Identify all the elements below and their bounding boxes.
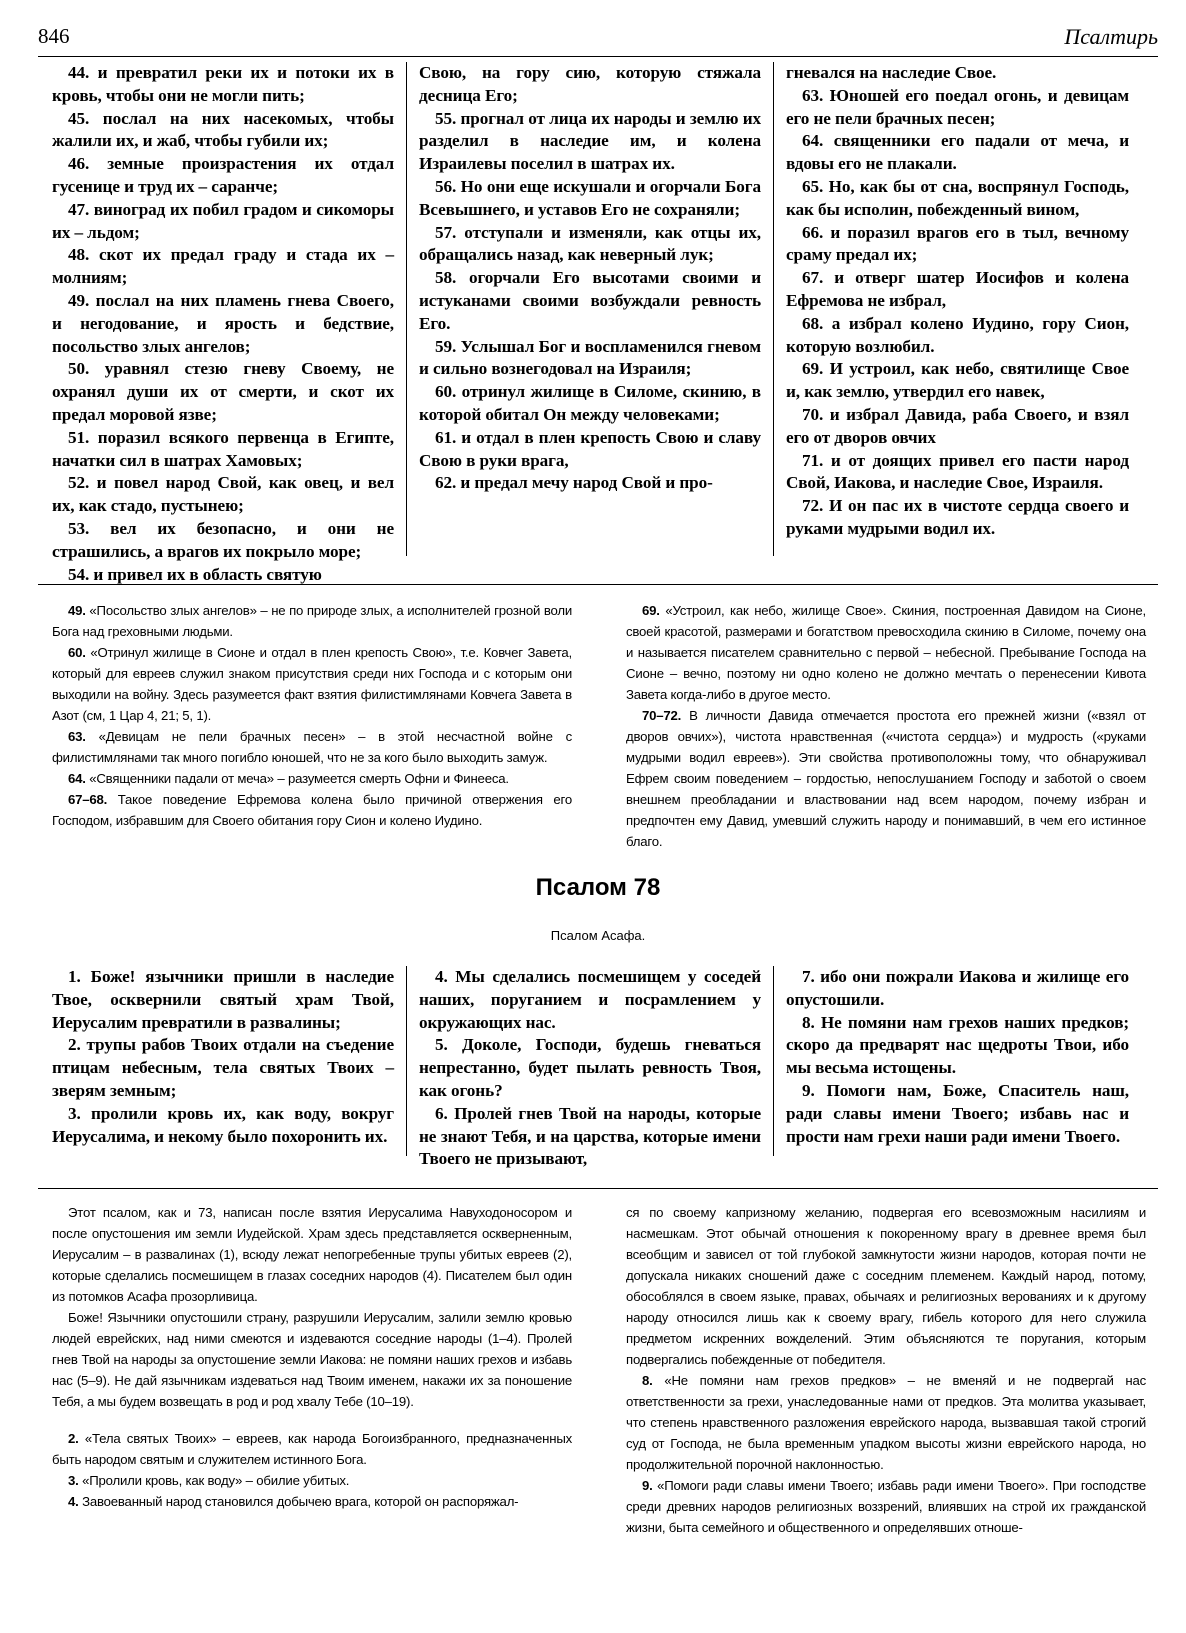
note-text: Этот псалом, как и 73, написан после взятия Иерусалима Навуходоносором и после опустошения им земли Иудейской. Храм здесь представляется оскверненным, Иерусалим – в развалинах (1), всюду лежат непогребенные трупы убитых евреев (2), которые сделались посмешищем в глазах соседних народов (4). Писателем был один из потомков Асафа прозорливица.: [52, 1205, 572, 1304]
note-number: 3.: [68, 1473, 79, 1488]
verse: 9. Помоги нам, Боже, Спаситель наш, ради славы имени Твоего; избавь нас и прости нам грехи наши ради имени Твоего.: [786, 1080, 1129, 1146]
commentary-1-column-1: [52, 600, 572, 852]
psalm-title: Псалом 78: [535, 874, 661, 901]
note-number: 8.: [642, 1373, 653, 1388]
note-text: Боже! Язычники опустошили страну, разрушили Иерусалим, залили землю кровью людей еврейских, над ними смеются и издеваются соседние народы (1–4). Пролей гнев Твой на народы за опустошение земли Иакова: не помяни наших грехов и избавь нас (5–9). Не дай язычникам издеваться над Твоим именем, накажи их за поношение Тебя, а мы будем возвещать в род и род хвалу Тебе (10–19).: [52, 1310, 572, 1409]
psalm-column-2: [419, 966, 761, 1171]
note-number: 64.: [68, 771, 86, 786]
note-number: 49.: [68, 603, 86, 618]
column-divider: [773, 966, 774, 1156]
column-divider: [773, 62, 774, 556]
paragraph-gap: [52, 1412, 572, 1428]
verse: 52. и повел народ Свой, как овец, и вел их, как стадо, пустынею;: [52, 473, 394, 516]
verse: 66. и поразил врагов его в тыл, вечному сраму предал их;: [786, 222, 1129, 265]
verse: 8. Не помяни нам грехов наших предков; скоро да предварят нас щедроты Твои, ибо мы весьма истощены.: [786, 1012, 1129, 1078]
verse: 58. огорчали Его высотами своими и истуканами своими возбуждали ревность Его.: [419, 268, 761, 333]
note-text: «Отринул жилище в Сионе и отдал в плен крепость Свою», т.е. Ковчег Завета, который для евреев служил знаком присутствия среди них Господа и с которым они выходили на войну. Здесь разумеется факт взятия филистимлянами Ковчега Завета в Азот (см, 1 Цар 4, 21; 5, 1).: [52, 645, 572, 723]
verse: 48. скот их предал граду и стада их – молниям;: [52, 245, 394, 288]
verse: 71. и от доящих привел его пасти народ Свой, Иакова, и наследие Свое, Израиля.: [786, 450, 1129, 493]
note-paragraph: [52, 1428, 572, 1470]
footnote-rule: [38, 1188, 1158, 1189]
note-paragraph: [52, 600, 572, 642]
note-number: 67–68.: [68, 792, 108, 807]
note-text: «Пролили кровь, как воду» – обилие убитых.: [78, 1473, 350, 1488]
verse: 1. Боже! язычники пришли в наследие Твое, осквернили святый храм Твой, Иерусалим превратили в развалины;: [52, 967, 394, 1032]
note-text: «Посольство злых ангелов» – не по природе злых, а исполнителей грозной воли Бога над греховными людьми.: [52, 603, 572, 639]
note-text: ся по своему капризному желанию, подвергая его всевозможным насилиям и насмешкам. Этот обычай отношения к покоренному врагу в древнее время был всеобщим и зависел от той глубокой замкнутости жизни народов, которая почти не допускала никаких сношений даже с соседним племенем. Каждый народ, потому, обособлялся в своем языке, правах, обычаях и религиозных верованиях и к другому народу относился лишь как к своему врагу, гибель которого для него служила предметом искренних вожделений. Этим объясняются те поругания, которым подвергались побежденные от победителя.: [626, 1205, 1146, 1367]
top-column-2: [419, 62, 761, 586]
verse: 44. и превратил реки их и потоки их в кровь, чтобы они не могли пить;: [52, 63, 394, 105]
verse: 6. Пролей гнев Твой на народы, которые не знают Тебя, и на царства, которые имени Твоего не призывают,: [419, 1103, 761, 1169]
verse: 50. уравнял стезю гневу Своему, не охранял души их от смерти, и скот их предал моровой язве;: [52, 359, 394, 424]
commentary-1: [52, 600, 1146, 852]
verse: Свою, на гору сию, которую стяжала десница Его;: [419, 63, 761, 105]
psalm-subtitle: Псалом Асафа.: [550, 928, 646, 943]
verse: 49. послал на них пламень гнева Своего, и негодование, и ярость и бедствие, посольство злых ангелов;: [52, 290, 394, 356]
note-paragraph: [626, 1370, 1146, 1475]
note-text: «Помоги ради славы имени Твоего; избавь ради имени Твоего». При господстве среди древних народов религиозных воззрений, влиявших на строй их гражданской жизни, быта семейного и общественного и определявших отноше-: [626, 1478, 1146, 1535]
commentary-2-column-2: [626, 1202, 1146, 1538]
note-paragraph: [626, 1475, 1146, 1538]
verse: 68. а избрал колено Иудино, гору Сион, которую возлюбил.: [786, 313, 1129, 356]
verse: 56. Но они еще искушали и огорчали Бога Всевышнего, и уставов Его не сохраняли;: [419, 176, 761, 219]
note-text: Такое поведение Ефремова колена было причиной отвержения его Господом, избравшим для Своего обитания гору Сион и колено Иудино.: [52, 792, 572, 828]
top-column-1: [52, 62, 394, 586]
note-paragraph: [52, 1470, 572, 1491]
verse: 2. трупы рабов Твоих отдали на съедение птицам небесным, тела святых Твоих – зверям земным;: [52, 1035, 394, 1100]
verse: 5. Доколе, Господи, будешь гневаться непрестанно, будет пылать ревность Твоя, как огонь?: [419, 1035, 761, 1100]
note-paragraph: [52, 1491, 572, 1512]
verse: гневался на наследие Свое.: [786, 63, 997, 82]
page-header: [38, 22, 1158, 57]
column-divider: [406, 966, 407, 1156]
note-number: 2.: [68, 1431, 79, 1446]
note-number: 9.: [642, 1478, 653, 1493]
note-paragraph: [52, 789, 572, 831]
note-paragraph: [52, 1202, 572, 1307]
verse: 63. Юношей его поедал огонь, и девицам его не пели брачных песен;: [786, 85, 1129, 128]
running-title: Псалтирь: [1064, 24, 1158, 49]
verse: 65. Но, как бы от сна, воспрянул Господь, как бы исполин, побежденный вином,: [786, 176, 1129, 219]
verse: 70. и избрал Давида, раба Своего, и взял его от дворов овчих: [786, 404, 1129, 447]
footnote-rule: [38, 584, 1158, 585]
verse: 45. послал на них насекомых, чтобы жалили их, и жаб, чтобы губили их;: [52, 108, 394, 151]
note-text: «Не помяни нам грехов предков» – не вменяй и не подвергай нас ответственности за грехи, унаследованные нами от предков. Эта молитва указывает, что степень нравственного разложения еврейского народа, вызвавшая такой строгий суд от Господа, не была временным упадком высоты жизни еврейского народа, но продолжительной порочной наклонностью.: [626, 1373, 1146, 1472]
commentary-1-column-2: [626, 600, 1146, 852]
note-number: 60.: [68, 645, 86, 660]
verse: 55. прогнал от лица их народы и землю их разделил в наследие им, и колена Израилевы поселил в шатрах их.: [419, 108, 761, 174]
psalm-column-3: [786, 966, 1129, 1171]
note-number: 4.: [68, 1494, 79, 1509]
verse: 69. И устроил, как небо, святилище Свое и, как землю, утвердил его навек,: [786, 359, 1129, 402]
verse: 57. отступали и изменяли, как отцы их, обращались назад, как неверный лук;: [419, 222, 761, 265]
note-number: 63.: [68, 729, 86, 744]
commentary-2: [52, 1202, 1146, 1538]
note-paragraph: [52, 1307, 572, 1412]
verse: 54. и привел их в область святую: [68, 564, 322, 584]
top-verses: [52, 62, 1146, 586]
page-number: 846: [38, 24, 70, 48]
note-text: «Девицам не пели брачных песен» – в этой несчастной войне с филистимлянами так много погибло юношей, что не за кого было выходить замуж.: [52, 729, 572, 765]
verse: 4. Мы сделались посмешищем у соседей наших, поруганием и посрамлением у окружающих нас.: [419, 967, 761, 1032]
note-text: «Устроил, как небо, жилище Свое». Скиния, построенная Давидом на Сионе, своей красотой, размерами и богатством превосходила скинию в Силоме, почему она и называется писателем сравнительно с первой – небесной. Пребывание Господа на Сионе – вечно, поэтому ни одно колено не должно мечтать о перенесении Кивота Завета когда-либо в другое место.: [626, 603, 1146, 702]
psalm-verses: [52, 966, 1146, 1171]
verse: 46. земные произрастения их отдал гусенице и труд их – саранче;: [52, 154, 394, 196]
note-paragraph: [626, 600, 1146, 705]
column-divider: [406, 62, 407, 556]
verse: 62. и предал мечу народ Свой и про-: [435, 473, 713, 493]
note-paragraph: [52, 768, 572, 789]
note-text: «Тела святых Твоих» – евреев, как народа Богоизбранного, предназначенных быть народом святым и служителем истинного Бога.: [52, 1431, 572, 1467]
verse: 60. отринул жилище в Силоме, скинию, в которой обитал Он между человеками;: [419, 382, 761, 424]
note-text: В личности Давида отмечается простота его прежней жизни («взял от дворов овчих»), чистота нравственная («чистота сердца») и мудрость («руками мудрыми водил евреев»). Эти свойства противоположны тому, что обнаруживал Ефрем своим поведением – гордостью, непослушанием Господу и заботой о своем внешнем преобладании и властвовании над всем народом, почему избран и предпочтен ему Давид, умевший служить народу и понимавший, в чем его истинное благо.: [626, 708, 1146, 849]
verse: 53. вел их безопасно, и они не страшились, а врагов их покрыло море;: [52, 518, 394, 561]
note-paragraph: [52, 642, 572, 726]
verse: 59. Услышал Бог и воспламенился гневом и сильно вознегодовал на Израиля;: [419, 336, 761, 379]
note-number: 70–72.: [642, 708, 682, 723]
note-paragraph: [52, 726, 572, 768]
note-paragraph: [626, 1202, 1146, 1370]
note-text: «Священники падали от меча» – разумеется смерть Офни и Финееса.: [85, 771, 509, 786]
top-column-3: [786, 62, 1129, 586]
verse: 67. и отверг шатер Иосифов и колена Ефремова не избрал,: [786, 268, 1129, 310]
verse: 7. ибо они пожрали Иакова и жилище его опустошили.: [786, 967, 1129, 1009]
commentary-2-column-1: [52, 1202, 572, 1538]
note-text: Завоеванный народ становился добычею врага, которой он распоряжал-: [78, 1494, 519, 1509]
psalm-column-1: [52, 966, 394, 1171]
verse: 51. поразил всякого первенца в Египте, начатки сил в шатрах Хамовых;: [52, 427, 394, 470]
verse: 72. И он пас их в чистоте сердца своего и руками мудрыми водил их.: [786, 496, 1129, 538]
verse: 47. виноград их побил градом и сикоморы их – льдом;: [52, 199, 394, 242]
verse: 3. пролили кровь их, как воду, вокруг Иерусалима, и некому было похоронить их.: [52, 1103, 394, 1146]
verse: 64. священники его падали от меча, и вдовы его не плакали.: [786, 131, 1129, 174]
verse: 61. и отдал в плен крепость Свою и славу Свою в руки врага,: [419, 427, 761, 470]
note-number: 69.: [642, 603, 660, 618]
note-paragraph: [626, 705, 1146, 852]
